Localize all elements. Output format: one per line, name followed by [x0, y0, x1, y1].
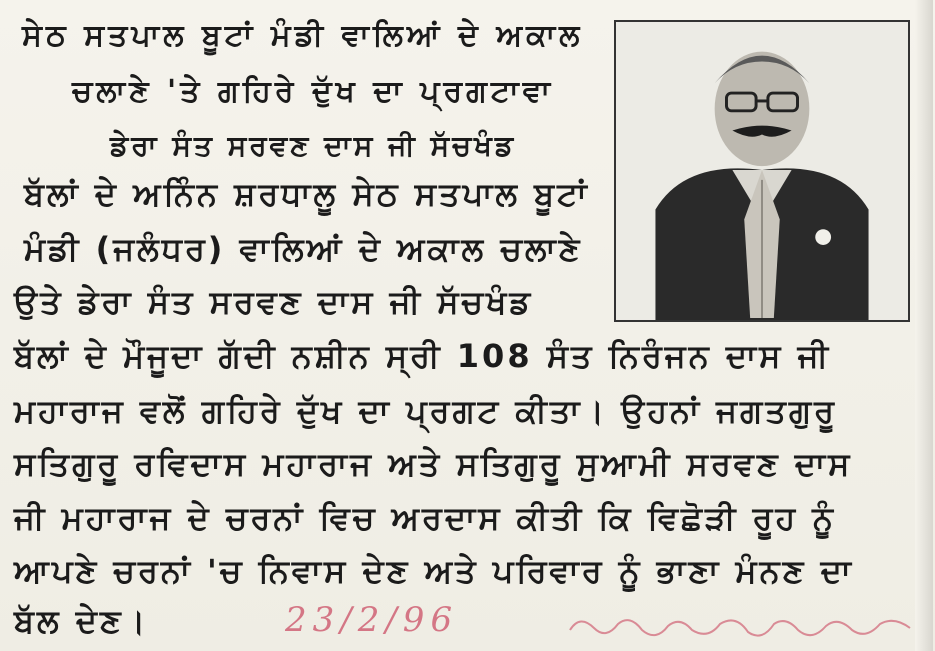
headline-line-1: ਸੇਠ ਸਤਪਾਲ ਬੂਟਾਂ ਮੰਡੀ ਵਾਲਿਆਂ ਦੇ ਅਕਾਲ	[22, 18, 584, 53]
body-line-1: ਬੱਲਾਂ ਦੇ ਅਨਿੰਨ ਸ਼ਰਧਾਲੂ ਸੇਠ ਸਤਪਾਲ ਬੂਟਾਂ	[24, 175, 590, 213]
handwritten-source	[560, 606, 920, 646]
portrait-photo	[614, 20, 910, 322]
subline: ਡੇਰਾ ਸੰਤ ਸਰਵਣ ਦਾਸ ਜੀ ਸੱਚਖੰਡ	[110, 129, 517, 162]
body-line-2: ਮੰਡੀ (ਜਲੰਧਰ) ਵਾਲਿਆਂ ਦੇ ਅਕਾਲ ਚਲਾਣੇ	[24, 230, 583, 268]
headline-line-2: ਚਲਾਣੇ 'ਤੇ ਗਹਿਰੇ ਦੁੱਖ ਦਾ ਪ੍ਰਗਟਾਵਾ	[72, 74, 555, 109]
body-line-9: ਬੱਲ ਦੇਣ।	[14, 602, 149, 640]
body-line-4: ਬੱਲਾਂ ਦੇ ਮੌਜੂਦਾ ਗੱਦੀ ਨਸ਼ੀਨ ਸ੍ਰੀ 108 ਸੰਤ ਨਿਰੰਜਨ ਦਾਸ ਜੀ	[14, 337, 832, 375]
page-edge	[915, 0, 933, 651]
body-line-5: ਮਹਾਰਾਜ ਵਲੋਂ ਗਹਿਰੇ ਦੁੱਖ ਦਾ ਪ੍ਰਗਟ ਕੀਤਾ। ਉਹਨਾਂ ਜਗਤਗੁਰੂ	[14, 392, 837, 430]
portrait-figure	[616, 22, 908, 320]
body-line-6: ਸਤਿਗੁਰੂ ਰਵਿਦਾਸ ਮਹਾਰਾਜ ਅਤੇ ਸਤਿਗੁਰੂ ਸੁਆਮੀ ਸਰਵਣ ਦਾਸ	[14, 445, 853, 483]
body-line-7: ਜੀ ਮਹਾਰਾਜ ਦੇ ਚਰਨਾਂ ਵਿਚ ਅਰਦਾਸ ਕੀਤੀ ਕਿ ਵਿਛੋੜੀ ਰੂਹ ਨੂੰ	[14, 499, 837, 537]
handwritten-date: 23/2/96	[285, 600, 459, 640]
body-line-3: ਉਤੇ ਡੇਰਾ ਸੰਤ ਸਰਵਣ ਦਾਸ ਜੀ ਸੱਚਖੰਡ	[14, 283, 534, 321]
body-line-8: ਆਪਣੇ ਚਰਨਾਂ 'ਚ ਨਿਵਾਸ ਦੇਣ ਅਤੇ ਪਰਿਵਾਰ ਨੂੰ ਭਾਣਾ ਮੰਨਣ ਦਾ	[14, 552, 854, 590]
